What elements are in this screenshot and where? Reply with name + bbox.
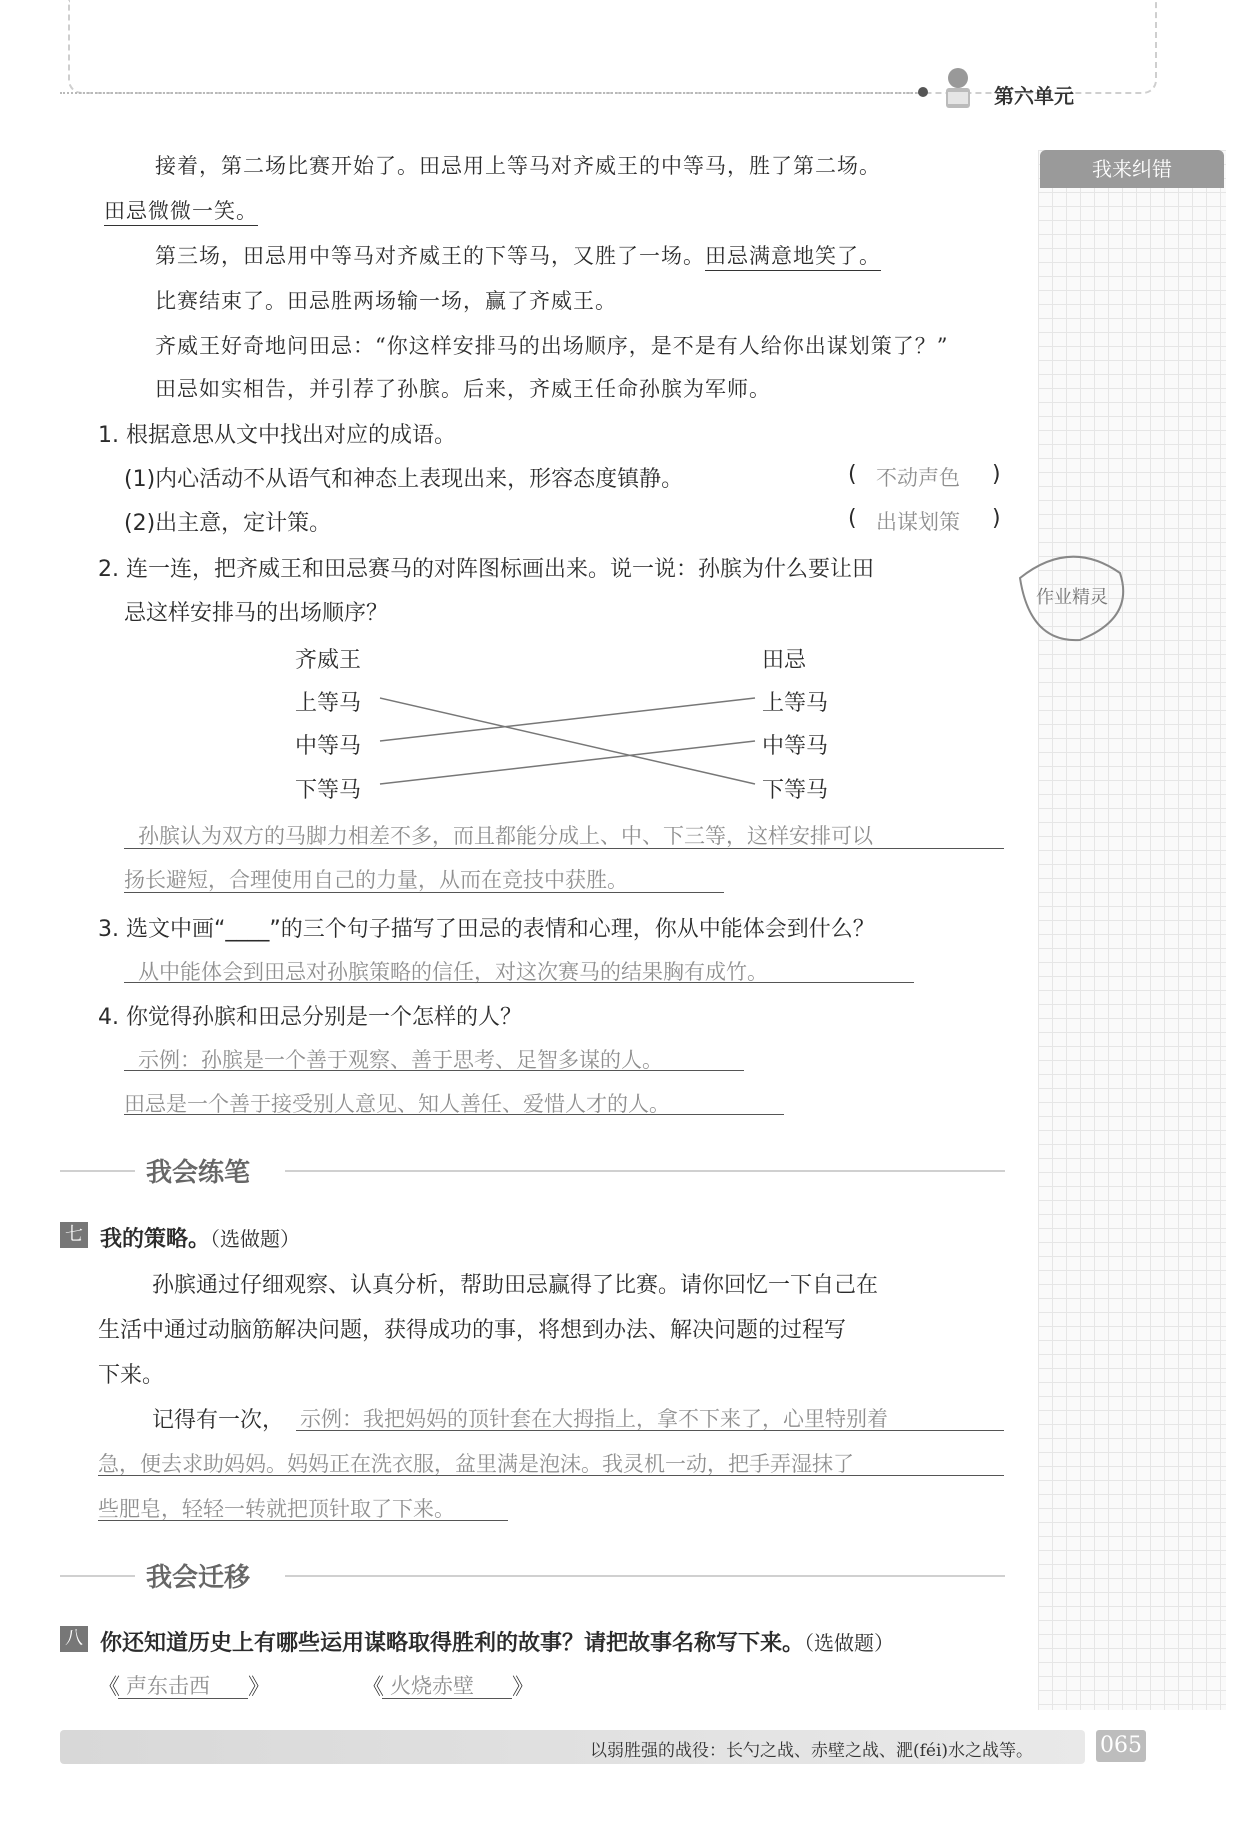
book-title-close: 》: [248, 1675, 271, 1700]
section-rule: [285, 1575, 1005, 1577]
matching-right-item: 中等马: [762, 734, 829, 759]
passage-line: 田忌如实相告，并引荐了孙膑。后来，齐威王任命孙膑为军师。: [155, 377, 771, 401]
q3-title-pre: 3. 选文中画“: [98, 917, 226, 942]
q1-answer-1: 不动声色: [876, 466, 960, 490]
unit-title: 第六单元: [994, 84, 1074, 108]
book-title-open: 《: [98, 1675, 121, 1700]
passage-line: [155, 240, 881, 270]
answer-underline: [382, 1698, 512, 1699]
transfer-answer-2: 火烧赤壁: [390, 1674, 474, 1698]
practice-prompt: 下来。: [98, 1363, 165, 1388]
section-rule: [60, 1170, 135, 1172]
matching-right-item: 下等马: [762, 778, 829, 803]
question-number-icon: 七: [60, 1222, 88, 1248]
book-title-close: 》: [512, 1675, 535, 1700]
matching-left-item: 下等马: [295, 778, 362, 803]
matching-left-item: 中等马: [295, 734, 362, 759]
q1-paren-open: (: [848, 506, 857, 531]
q3-answer: 从中能体会到田忌对孙膑策略的信任，对这次赛马的结果胸有成竹。: [138, 960, 768, 984]
transfer-title: [100, 1626, 894, 1657]
question-1: 1. 根据意思从文中找出对应的成语。: [98, 423, 456, 448]
underlined-sentence: 田忌微微一笑。: [104, 199, 258, 226]
homework-stamp-icon: [1010, 548, 1130, 648]
practice-optional: （选做题）: [210, 1227, 301, 1251]
answer-underline: [124, 892, 724, 893]
answer-underline: [124, 1114, 784, 1115]
unit-divider: [60, 92, 920, 94]
correction-tab: 我来纠错: [1040, 150, 1224, 188]
matching-left-item: 上等马: [295, 691, 362, 716]
answer-underline: [98, 1475, 1004, 1476]
q1-paren-close: ): [992, 462, 1001, 487]
question-3: [98, 912, 875, 943]
practice-prompt: 生活中通过动脑筋解决问题，获得成功的事，将想到办法、解决问题的过程写: [98, 1318, 847, 1343]
matching-lines: [370, 680, 760, 800]
correction-sidebar-grid: [1038, 150, 1226, 1710]
practice-lead: 记得有一次，: [152, 1408, 285, 1433]
q1-answer-2: 出谋划策: [876, 510, 960, 534]
question-4: 4. 你觉得孙膑和田忌分别是一个怎样的人？: [98, 1005, 522, 1030]
book-title-open: 《: [362, 1675, 385, 1700]
q4-answer-line1: 示例：孙膑是一个善于观察、善于思考、足智多谋的人。: [138, 1048, 663, 1072]
question-2-line2: 忌这样安排马的出场顺序？: [124, 601, 389, 626]
answer-underline: [124, 982, 914, 983]
question-number-icon: 八: [60, 1626, 88, 1652]
q2-answer-line1: 孙膑认为双方的马脚力相差不多，而且都能分成上、中、下三等，这样安排可以: [138, 824, 873, 848]
page-number: 065: [1096, 1730, 1146, 1762]
passage-line: 齐威王好奇地问田忌：“你这样安排马的出场顺序，是不是有人给你出谋划策了？”: [155, 334, 949, 358]
section-practice-title: 我会练笔: [146, 1158, 251, 1188]
section-rule: [285, 1170, 1005, 1172]
matching-left-head: 齐威王: [295, 648, 362, 673]
q3-title-post: ”的三个句子描写了田忌的表情和心理，你从中能体会到什么？: [269, 917, 875, 942]
passage-line: 接着，第二场比赛开始了。田忌用上等马对齐威王的中等马，胜了第二场。: [155, 154, 881, 178]
practice-prompt: 孙膑通过仔细观察、认真分析，帮助田忌赢得了比赛。请你回忆一下自己在: [152, 1273, 879, 1298]
section-rule: [60, 1575, 135, 1577]
q3-title-blank: ____: [225, 917, 270, 942]
q1-item-2: (2)出主意，定计策。: [124, 511, 332, 536]
answer-underline: [124, 848, 1004, 849]
q2-answer-line2: 扬长避短，合理使用自己的力量，从而在竞技中获胜。: [124, 868, 628, 892]
q1-item-1: (1)内心活动不从语气和神态上表现出来，形容态度镇静。: [124, 467, 684, 492]
transfer-optional: （选做题）: [804, 1631, 895, 1655]
practice-answer-line3: 些肥皂，轻轻一转就把顶针取了下来。: [98, 1497, 455, 1521]
passage-line: [104, 195, 258, 225]
answer-underline: [296, 1430, 1004, 1431]
reading-kid-icon: [940, 66, 976, 112]
q4-answer-line2: 田忌是一个善于接受别人意见、知人善任、爱惜人才的人。: [124, 1092, 670, 1116]
q1-paren-close: ): [992, 506, 1001, 531]
question-2-line1: 2. 连一连，把齐威王和田忌赛马的对阵图标画出来。说一说：孙膑为什么要让田: [98, 557, 874, 582]
stamp-label: 作业精灵: [1036, 587, 1108, 608]
answer-underline: [118, 1698, 248, 1699]
answer-underline: [124, 1070, 744, 1071]
passage-line: 比赛结束了。田忌胜两场输一场，赢了齐威王。: [155, 289, 617, 313]
practice-title-text: 我的策略。: [100, 1227, 211, 1252]
passage-text: 第三场，田忌用中等马对齐威王的下等马，又胜了一场。: [155, 244, 705, 268]
practice-answer-line2: 急，便去求助妈妈。妈妈正在洗衣服，盆里满是泡沫。我灵机一动，把手弄湿抹了: [98, 1452, 854, 1476]
answer-underline: [98, 1520, 508, 1521]
transfer-answer-1: 声东击西: [126, 1674, 210, 1698]
practice-answer-line1: 示例：我把妈妈的顶针套在大拇指上，拿不下来了，心里特别着: [300, 1407, 888, 1431]
practice-title: [100, 1222, 300, 1253]
underlined-sentence: 田忌满意地笑了。: [705, 244, 881, 271]
q1-paren-open: (: [848, 462, 857, 487]
divider-dot: [918, 87, 928, 97]
section-transfer-title: 我会迁移: [146, 1563, 251, 1593]
matching-right-item: 上等马: [762, 691, 829, 716]
footer-note: 以弱胜强的战役：长勺之战、赤壁之战、淝(féi)水之战等。: [590, 1741, 1034, 1761]
transfer-title-text: 你还知道历史上有哪些运用谋略取得胜利的故事？请把故事名称写下来。: [100, 1631, 805, 1656]
matching-right-head: 田忌: [762, 648, 807, 673]
